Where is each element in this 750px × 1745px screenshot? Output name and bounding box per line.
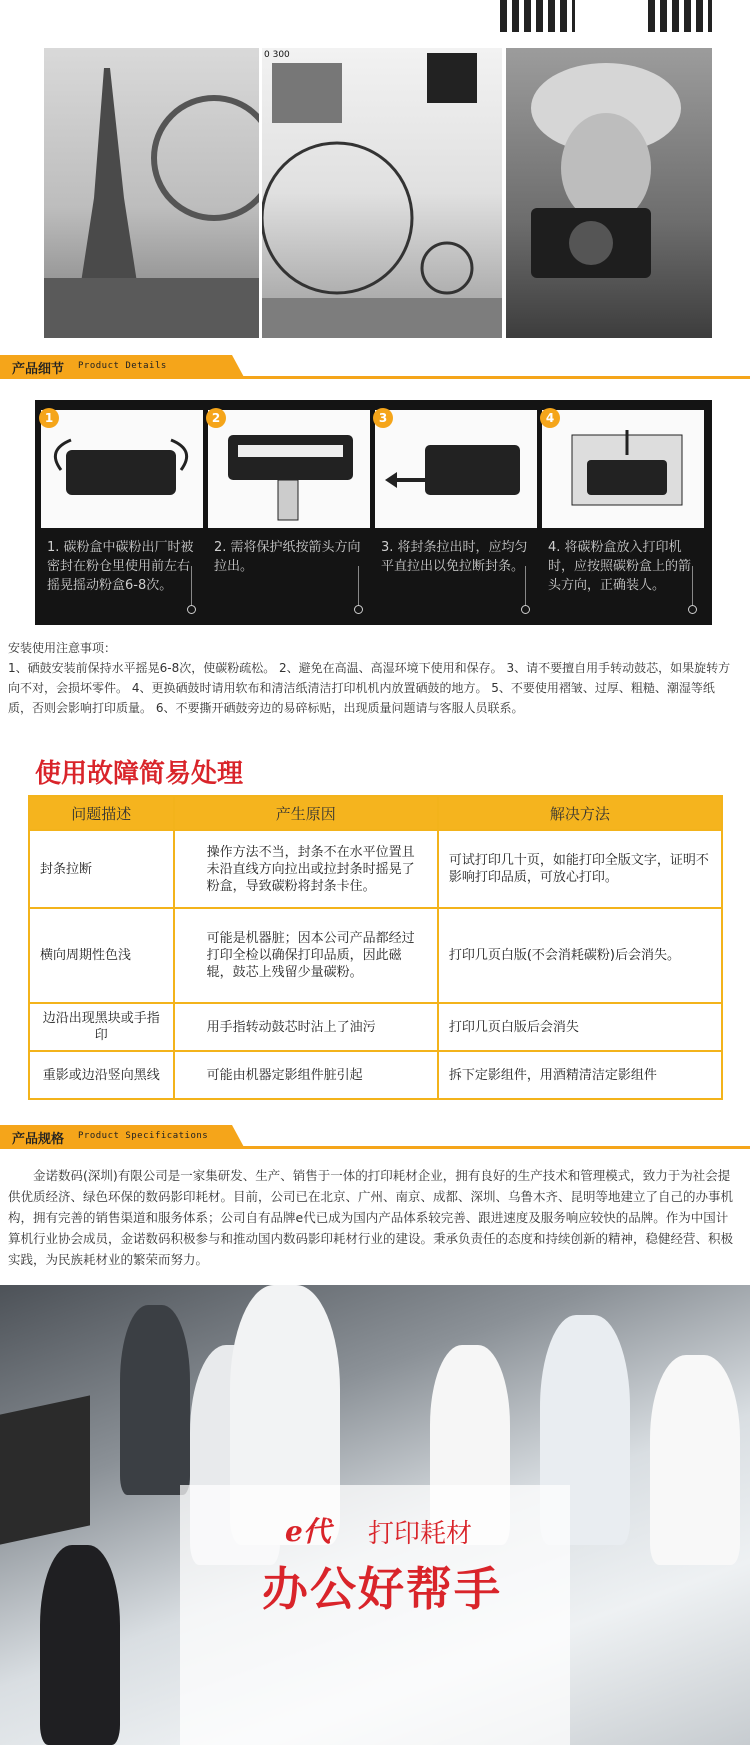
section-header-product-specifications bbox=[0, 1125, 750, 1149]
table-row bbox=[29, 1003, 722, 1051]
dpi-label: 0 300 bbox=[264, 50, 290, 60]
cell-problem: 横向周期性色浅 bbox=[29, 908, 174, 1003]
cell-solution: 拆下定影组件，用酒精清洁定影组件 bbox=[438, 1051, 722, 1099]
header-line bbox=[0, 376, 750, 379]
header-problem: 问题描述 bbox=[29, 796, 174, 830]
step-dot bbox=[187, 605, 196, 614]
person-figure bbox=[40, 1545, 120, 1745]
table-header-row bbox=[29, 796, 722, 830]
seal-pull-icon bbox=[375, 410, 537, 528]
section-title-en: Product Details bbox=[78, 361, 167, 371]
section-title-cn: 产品细节 bbox=[12, 362, 65, 377]
step-dot bbox=[688, 605, 697, 614]
section-header-product-details bbox=[0, 355, 750, 379]
step-divider bbox=[191, 566, 192, 606]
cell-solution: 打印几页白版后会消失 bbox=[438, 1003, 722, 1051]
girl-with-camera-photo bbox=[506, 48, 712, 338]
step-divider bbox=[358, 566, 359, 606]
step-number: 4 bbox=[540, 408, 560, 428]
company-description: 金诺数码(深圳)有限公司是一家集研发、生产、销售于一体的打印耗材企业，拥有良好的生产技术和管理模式，致力于为社会提供优质经济、绿色环保的数码影印耗材。目前，公司已在北京、广州、南京、成都、深圳、乌鲁木齐、昆明等地建立了自己的办事机构，拥有完善的销售渠道和服务体系；公司自有品牌e代已成为国内产品体系较完善、跟进速度及服务响应较快的品牌。作为中国计算机行业协会成员，金诺数码积极参与和推动国内数码影印耗材行业的建设。秉承负责任的态度和持续创新的精神，稳健经营、积极实践，为民族耗材业的繁荣而努力。 bbox=[8, 1168, 734, 1267]
insert-cartridge-icon bbox=[542, 410, 704, 528]
color-test-photo bbox=[262, 48, 502, 338]
step-divider bbox=[525, 566, 526, 606]
step-1 bbox=[41, 410, 203, 616]
step-text: 4. 将碳粉盒放入打印机时，应按照碳粉盒上的箭头方向，正确装人。 bbox=[548, 540, 692, 593]
step-illustration bbox=[375, 410, 537, 528]
step-dot bbox=[354, 605, 363, 614]
step-illustration bbox=[41, 410, 203, 528]
girl-graphic bbox=[506, 48, 712, 338]
fault-handling-title: 使用故障简易处理 bbox=[35, 759, 244, 789]
test-pattern-image bbox=[648, 0, 712, 32]
test-pattern-image bbox=[500, 0, 575, 32]
step-illustration bbox=[208, 410, 370, 528]
installation-notes bbox=[8, 638, 736, 718]
top-image-strip bbox=[0, 0, 750, 36]
step-4 bbox=[542, 410, 704, 616]
protective-paper-icon bbox=[208, 410, 370, 528]
section-title-cn: 产品规格 bbox=[12, 1132, 65, 1147]
header-cause: 产生原因 bbox=[174, 796, 438, 830]
step-2 bbox=[208, 410, 370, 616]
bicycle-graphic bbox=[262, 48, 502, 338]
installation-steps-panel bbox=[35, 400, 712, 625]
eiffel-tower-graphic bbox=[44, 48, 259, 338]
step-number: 1 bbox=[39, 408, 59, 428]
step-text: 1. 碳粉盒中碳粉出厂时被密封在粉仓里使用前左右摇晃摇动粉盒6-8次。 bbox=[47, 540, 194, 593]
step-text: 2. 需将保护纸按箭头方向拉出。 bbox=[214, 540, 361, 574]
step-number: 2 bbox=[206, 408, 226, 428]
cell-solution: 可试打印几十页，如能打印全版文字，证明不影响打印品质，可放心打印。 bbox=[438, 830, 722, 908]
laptop-graphic bbox=[0, 1395, 90, 1544]
cell-problem: 边沿出现黑块或手指印 bbox=[29, 1003, 174, 1051]
step-illustration bbox=[542, 410, 704, 528]
brand-consumables-text: 打印耗材 bbox=[368, 1519, 473, 1549]
person-figure bbox=[650, 1355, 740, 1565]
notes-heading: 安装使用注意事项： bbox=[8, 641, 117, 655]
notes-body: 1、硒鼓安装前保持水平摇晃6-8次，使碳粉疏松。 2、避免在高温、高湿环境下使用和保存。 3、请不要擅自用手转动鼓芯，如果旋转方向不对，会损坏零件。 4、更换硒鼓时请用软布和清洁纸清洁打印机机内放置硒鼓的地方。 5、不要使用褶皱、过厚、粗糙、潮湿等纸质，否则会影响打印质量。 6、不要撕开硒鼓旁边的易碎标贴，出现质量问题请与客服人员联系。 bbox=[8, 661, 731, 715]
cell-cause: 用手指转动鼓芯时沾上了油污 bbox=[174, 1003, 438, 1051]
step-dot bbox=[521, 605, 530, 614]
banner-slogan: 办公好帮手 bbox=[262, 1562, 502, 1616]
step-text: 3. 将封条拉出时，应均匀平直拉出以免拉断封条。 bbox=[381, 540, 528, 574]
step-number: 3 bbox=[373, 408, 393, 428]
table-row bbox=[29, 830, 722, 908]
cell-cause: 可能是机器脏；因本公司产品都经过 打印全检以确保打印品质，因此磁辊，鼓芯上残留少量碳粉。 bbox=[174, 908, 438, 1003]
table-row bbox=[29, 908, 722, 1003]
step-divider bbox=[692, 566, 693, 606]
header-line bbox=[0, 1146, 750, 1149]
fault-table bbox=[28, 795, 723, 1100]
cell-solution: 打印几页白版(不会消耗碳粉)后会消失。 bbox=[438, 908, 722, 1003]
cell-problem: 封条拉断 bbox=[29, 830, 174, 908]
cartridge-shake-icon bbox=[41, 410, 203, 528]
brand-logo-e: e代 bbox=[285, 1515, 331, 1548]
cell-cause: 操作方法不当，封条不在水平位置且未沿直线方向拉出或拉封条时摇晃了粉盒，导致碳粉将封条卡住。 bbox=[174, 830, 438, 908]
header-solution: 解决方法 bbox=[438, 796, 722, 830]
cell-problem: 重影或边沿竖向黑线 bbox=[29, 1051, 174, 1099]
step-3 bbox=[375, 410, 537, 616]
person-figure bbox=[120, 1305, 190, 1495]
eiffel-tower-photo bbox=[44, 48, 259, 338]
cell-cause: 可能由机器定影组件脏引起 bbox=[174, 1051, 438, 1099]
table-row bbox=[29, 1051, 722, 1099]
section-title-en: Product Specifications bbox=[78, 1131, 209, 1141]
